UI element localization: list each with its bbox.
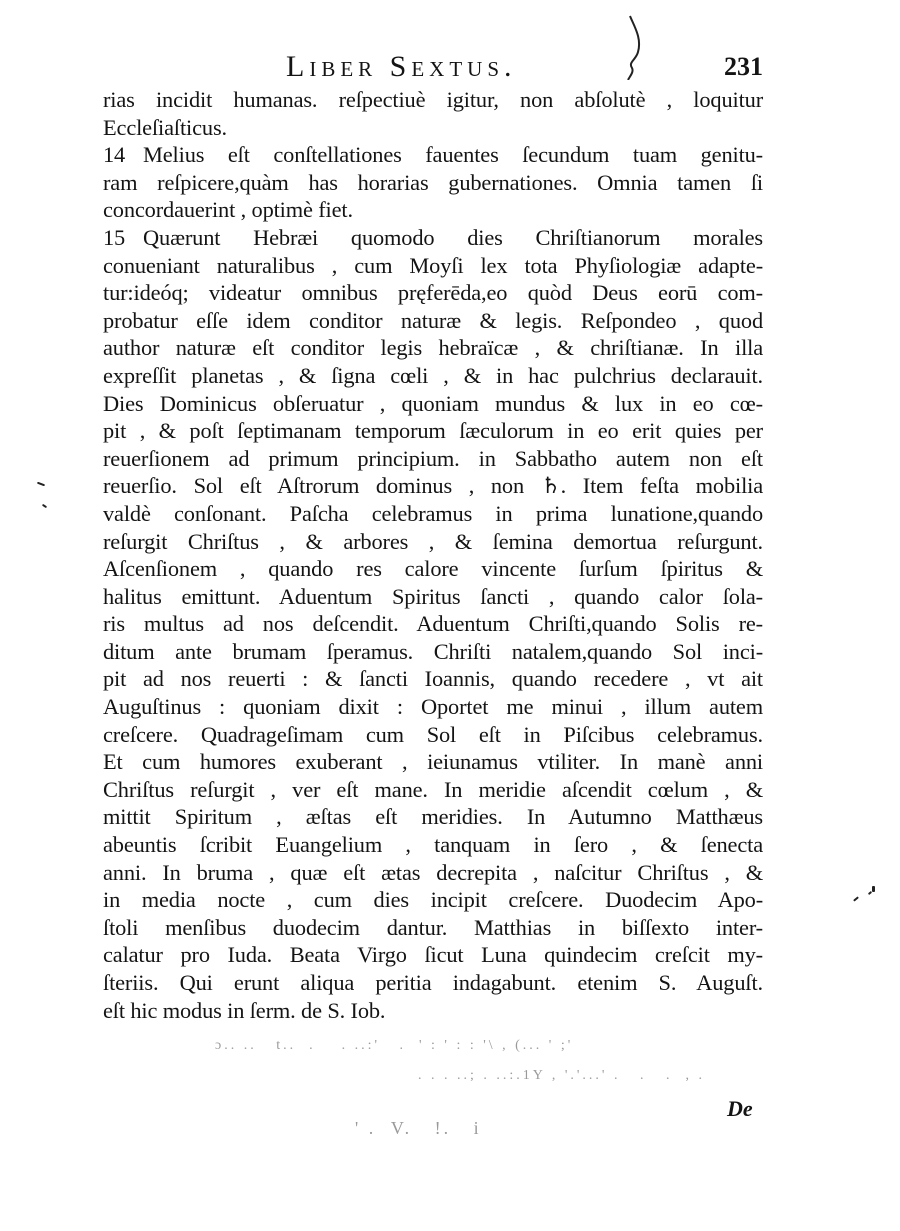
line-text: Chriſtus reſurgit , ver eſt mane. In meridie aſcendit cœlum , &	[103, 776, 763, 802]
page-number: 231	[724, 52, 763, 81]
text-line	[103, 141, 763, 169]
text-line	[103, 693, 763, 721]
margin-speck	[853, 896, 859, 901]
line-text: ſteriis. Qui erunt aliqua peritia indagabunt. etenim S. Auguſt.	[103, 970, 763, 995]
line-text: calatur pro Iuda. Beata Virgo ſicut Luna quindecim creſcit my-	[103, 942, 763, 968]
catchword: De	[727, 1096, 753, 1121]
text-line	[103, 279, 763, 307]
line-text: eſt hic modus in ſerm. de S. Iob.	[103, 997, 386, 1023]
line-text: reſurgit Chriſtus , & arbores , & ſemina demortua reſurgunt.	[103, 528, 763, 554]
text-line	[103, 914, 763, 942]
text-line	[103, 831, 763, 859]
text-line	[103, 114, 763, 142]
text-line	[103, 252, 763, 280]
line-text: Aſcenſionem , quando res calore vincente ſurſum ſpiritus &	[103, 556, 763, 582]
text-line	[103, 169, 763, 197]
line-text: reuerſio. Sol eſt Aſtrorum dominus , non ♄. Item feſta mobilia	[103, 473, 763, 499]
text-line	[103, 417, 763, 445]
text-line	[103, 638, 763, 666]
show-through-text-2: . . . ..; . ..:.1Y , '.'...' . . . , .	[418, 1068, 705, 1083]
text-line	[103, 886, 763, 914]
line-text: conueniant naturalibus , cum Moyſi lex tota Phyſiologiæ adapte-	[103, 252, 763, 278]
line-text: in media nocte , cum dies incipit creſcere. Duodecim Apo-	[103, 887, 763, 913]
text-line	[103, 224, 763, 252]
line-text: pit , & poſt ſeptimanam temporum ſæculorum in eo erit quies per	[103, 418, 763, 444]
running-title: Liber Sextus.	[286, 50, 517, 83]
text-line	[103, 334, 763, 362]
line-text: ris multus ad nos deſcendit. Aduentum Chriſti,quando Solis re-	[103, 611, 763, 637]
margin-speck	[872, 886, 875, 892]
line-text: Eccleſiaſticus.	[103, 114, 227, 140]
line-text: reuerſionem ad primum principium. in Sabbatho autem non eſt	[103, 445, 763, 471]
paragraph-number: 14	[103, 142, 126, 168]
text-line	[103, 748, 763, 776]
body-text	[103, 86, 763, 1024]
text-line	[103, 472, 763, 500]
line-text: Auguſtinus : quoniam dixit : Oportet me minui , illum autem	[103, 694, 763, 720]
line-text: ram reſpicere,quàm has horarias gubernationes. Omnia tamen ſi	[103, 169, 763, 195]
line-text: Melius eſt conſtellationes fauentes ſecundum tuam genitu-	[143, 142, 763, 168]
text-line	[103, 390, 763, 418]
text-line	[103, 859, 763, 887]
line-text: abeuntis ſcribit Euangelium , tanquam in ſero , & ſenecta	[103, 832, 763, 858]
line-text: rias incidit humanas. reſpectiuè igitur, non abſolutè , loquitur	[103, 87, 763, 112]
text-line	[103, 776, 763, 804]
page-header	[103, 50, 763, 86]
show-through-text-3: ' . V. !. i	[355, 1118, 482, 1138]
line-text: mittit Spiritum , æſtas eſt meridies. In Autumno Matthæus	[103, 804, 763, 830]
text-line	[103, 803, 763, 831]
text-line	[103, 196, 763, 224]
line-text: anni. In bruma , quæ eſt ætas decrepita , naſcitur Chriſtus , &	[103, 859, 763, 885]
line-text: ſtoli menſibus duodecim dantur. Matthias in biſſexto inter-	[103, 914, 763, 940]
text-line	[103, 307, 763, 335]
text-line	[103, 997, 763, 1025]
text-line	[103, 969, 763, 997]
line-text: Dies Dominicus obſeruatur , quoniam mundus & lux in eo cœ-	[103, 390, 763, 416]
text-line	[103, 86, 763, 114]
text-line	[103, 610, 763, 638]
line-text: expreſſit planetas , & ſigna cœli , & in hac pulchrius declarauit.	[103, 362, 763, 388]
show-through-text-1: ɔ.. .. t.. . . ..:' . ' : ' : : '\ , (... ' ;'	[215, 1038, 574, 1053]
line-text: valdè conſonant. Paſcha celebramus in prima lunatione,quando	[103, 500, 763, 526]
text-line	[103, 528, 763, 556]
text-line	[103, 445, 763, 473]
line-text: creſcere. Quadrageſimam cum Sol eſt in Piſcibus celebramus.	[103, 721, 763, 747]
line-text: Et cum humores exuberant , ieiunamus vtiliter. In manè anni	[103, 749, 763, 775]
text-line	[103, 583, 763, 611]
line-text: pit ad nos reuerti : & ſancti Ioannis, quando recedere , vt ait	[103, 666, 763, 692]
text-line	[103, 555, 763, 583]
text-line	[103, 500, 763, 528]
margin-speck	[42, 504, 47, 509]
text-line	[103, 721, 763, 749]
line-text: probatur eſſe idem conditor naturæ & legis. Reſpondeo , quod	[103, 307, 763, 333]
line-text: Quærunt Hebræi quomodo dies Chriſtianorum morales	[143, 224, 763, 250]
margin-speck	[37, 482, 45, 487]
paragraph-number: 15	[103, 224, 126, 250]
line-text: author naturæ eſt conditor legis hebraïcæ , & chriſtianæ. In illa	[103, 335, 763, 361]
line-text: tur:ideóq; videatur omnibus pręferēda,eo quòd Deus eorū com-	[103, 280, 763, 306]
line-text: concordauerint , optimè fiet.	[103, 197, 353, 223]
text-line	[103, 665, 763, 693]
line-text: ditum ante brumam ſperamus. Chriſti natalem,quando Sol inci-	[103, 638, 763, 664]
text-line	[103, 362, 763, 390]
text-line	[103, 941, 763, 969]
line-text: halitus emittunt. Aduentum Spiritus ſancti , quando calor ſola-	[103, 583, 763, 609]
